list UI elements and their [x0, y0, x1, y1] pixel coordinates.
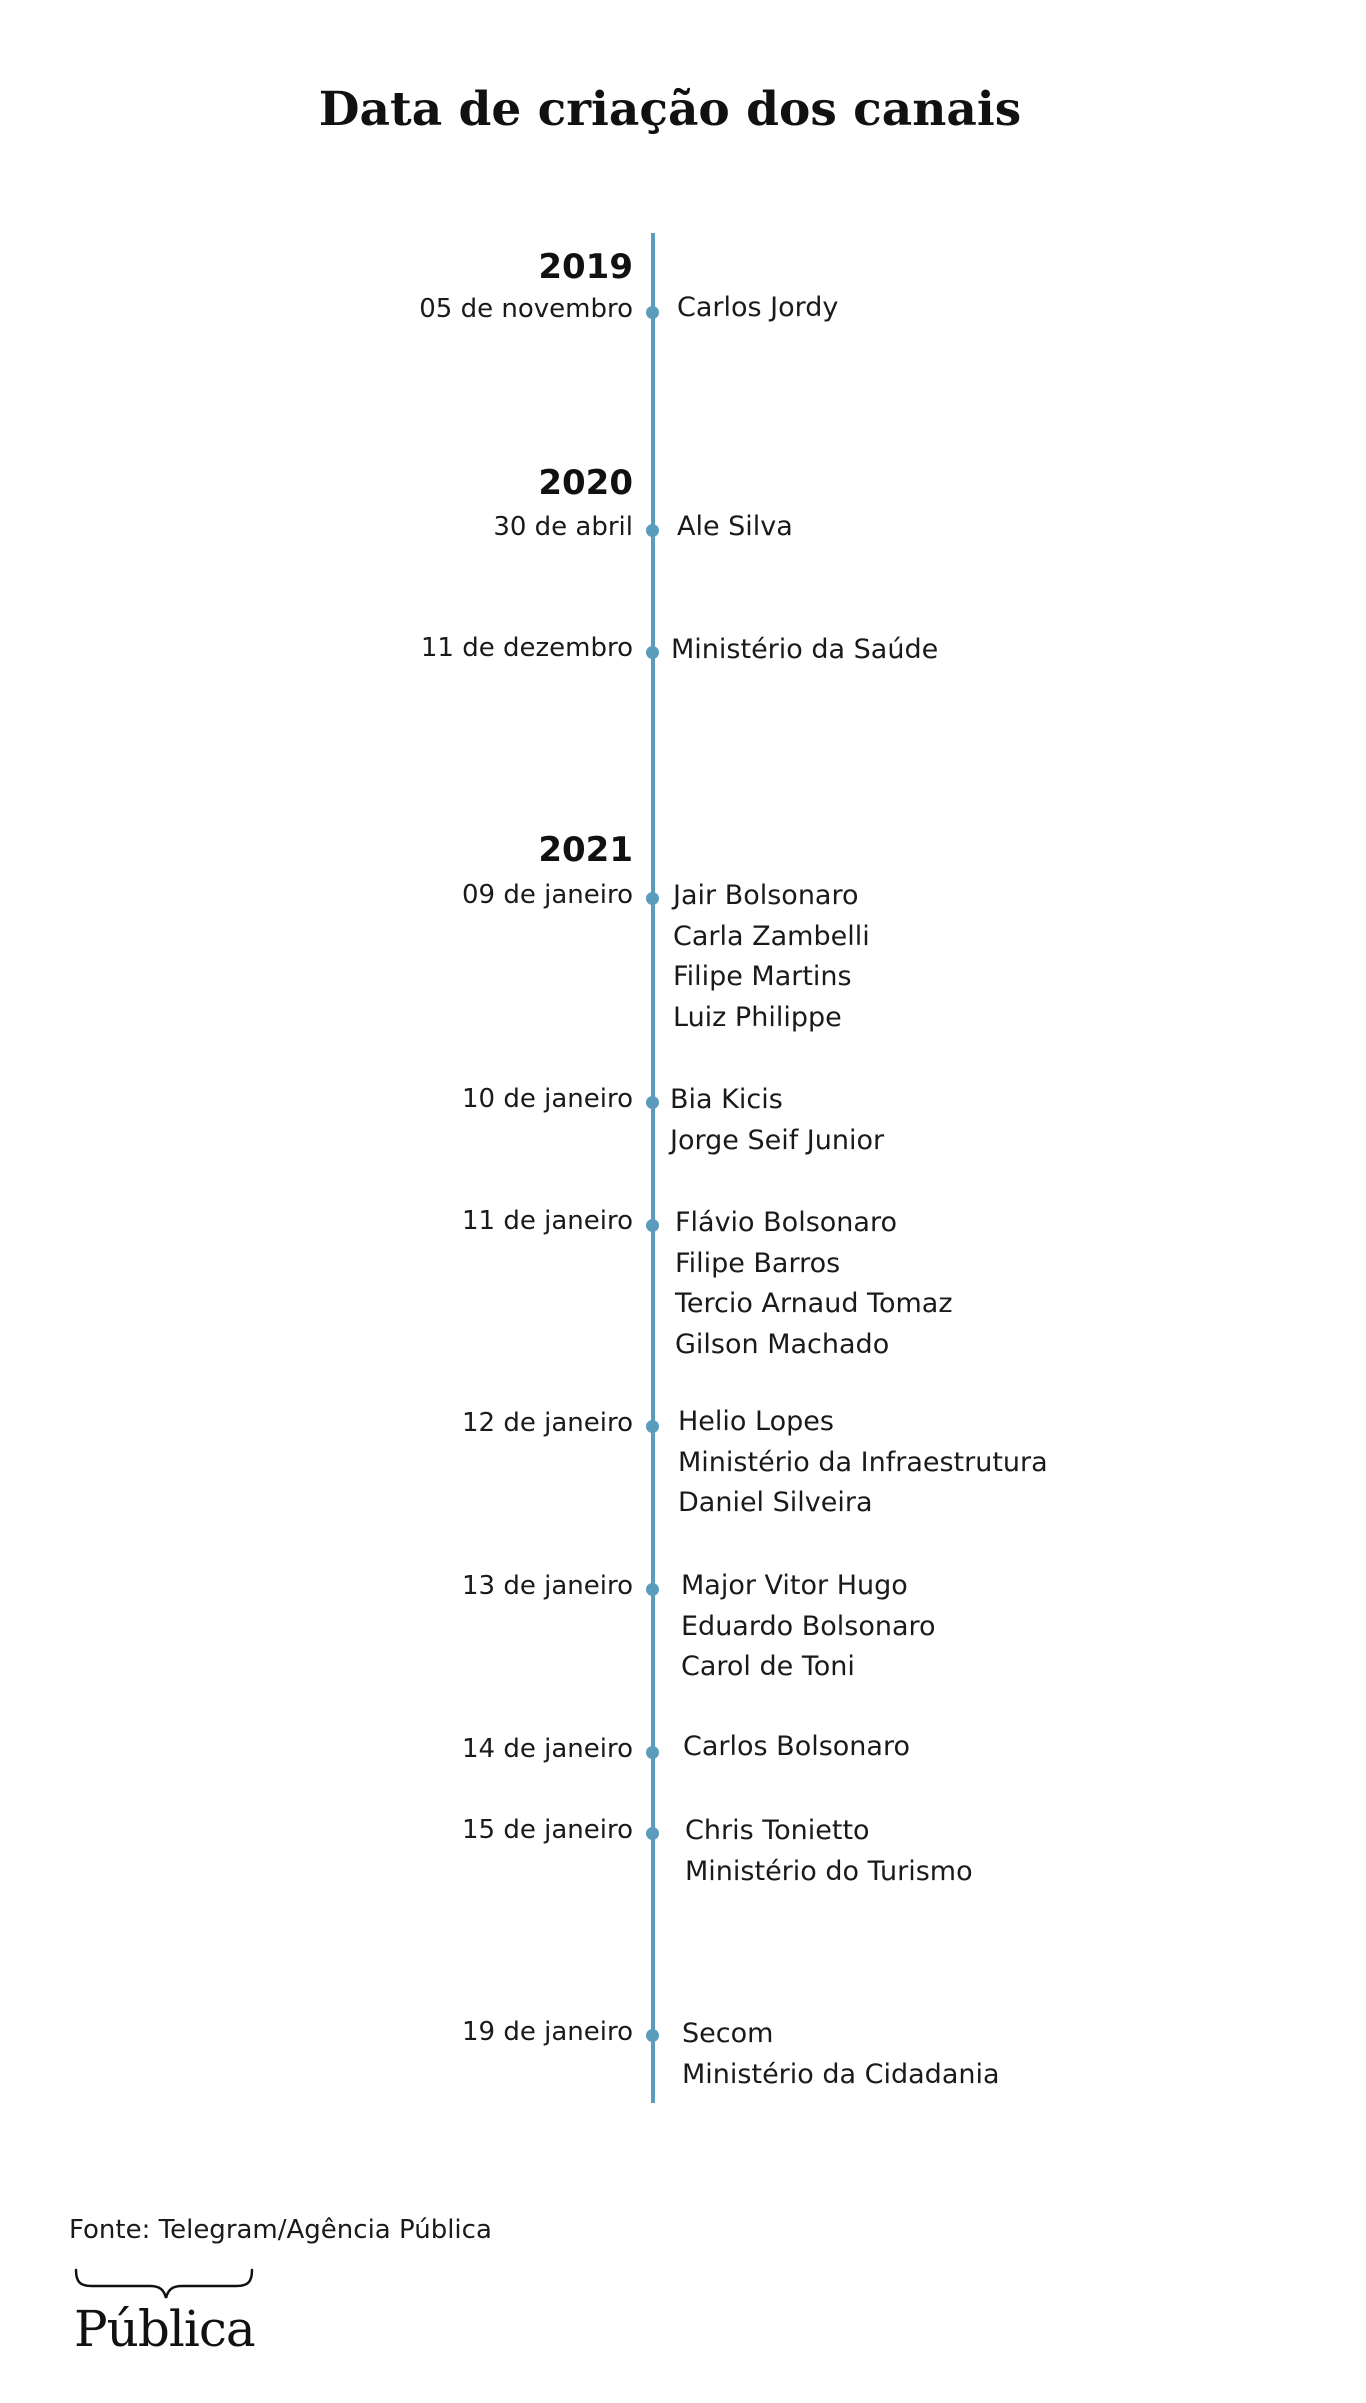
year-label-2021: 2021: [538, 830, 633, 870]
year-label-2019: 2019: [538, 247, 633, 287]
channel-name: Carol de Toni: [681, 1651, 855, 1682]
channel-name: Daniel Silveira: [678, 1487, 873, 1518]
channel-name: Bia Kicis: [670, 1084, 783, 1115]
event-date: 19 de janeiro: [462, 2017, 633, 2047]
publica-logo: [70, 2268, 260, 2378]
logo-wordmark: Pública: [74, 2300, 255, 2358]
channel-name: Carlos Jordy: [677, 292, 839, 323]
timeline-dot: [646, 646, 659, 659]
channel-name: Ministério do Turismo: [685, 1855, 973, 1887]
source-note: Fonte: Telegram/Agência Pública: [69, 2215, 492, 2245]
channel-name: Jorge Seif Junior: [670, 1124, 885, 1156]
channel-name: Chris Tonietto: [685, 1815, 870, 1846]
event-names: [673, 876, 870, 1038]
event-date: 05 de novembro: [419, 294, 633, 324]
event-names: [682, 2014, 1000, 2095]
timeline-dot: [646, 1096, 659, 1109]
channel-name: Ministério da Cidadania: [682, 2058, 1000, 2090]
channel-name: Tercio Arnaud Tomaz: [675, 1288, 953, 1319]
timeline-dot: [646, 1420, 659, 1433]
timeline-dot: [646, 892, 659, 905]
channel-name: Ale Silva: [677, 511, 793, 542]
event-names: [681, 1566, 936, 1688]
event-names: [683, 1727, 910, 1768]
timeline-dot: [646, 1827, 659, 1840]
channel-name: Major Vitor Hugo: [681, 1570, 908, 1601]
timeline-dot: [646, 524, 659, 537]
channel-name: Filipe Martins: [673, 961, 852, 992]
event-names: [670, 1080, 884, 1161]
channel-name: Filipe Barros: [675, 1247, 841, 1279]
channel-name: Carlos Bolsonaro: [683, 1731, 910, 1762]
event-names: [677, 507, 793, 548]
event-names: [685, 1811, 973, 1892]
timeline-dot: [646, 1746, 659, 1759]
channel-name: Ministério da Saúde: [671, 634, 939, 665]
event-date: 11 de janeiro: [462, 1206, 633, 1236]
event-date: 11 de dezembro: [420, 633, 633, 663]
channel-name: Carla Zambelli: [673, 920, 870, 952]
channel-name: Jair Bolsonaro: [673, 880, 859, 911]
channel-name: Gilson Machado: [675, 1328, 890, 1360]
channel-name: Eduardo Bolsonaro: [681, 1610, 936, 1642]
event-names: [677, 288, 838, 329]
event-date: 13 de janeiro: [462, 1571, 633, 1601]
event-date: 10 de janeiro: [462, 1084, 633, 1114]
year-label-2020: 2020: [538, 463, 633, 503]
channel-name: Flávio Bolsonaro: [675, 1207, 897, 1238]
event-names: [678, 1402, 1048, 1524]
event-date: 12 de janeiro: [462, 1408, 633, 1438]
timeline-dot: [646, 1219, 659, 1232]
event-names: [671, 630, 938, 671]
event-date: 15 de janeiro: [462, 1815, 633, 1845]
channel-name: Ministério da Infraestrutura: [678, 1446, 1048, 1478]
channel-name: Luiz Philippe: [673, 1001, 842, 1033]
timeline-axis: [651, 233, 655, 2103]
event-date: 09 de janeiro: [462, 880, 633, 910]
chart-title: Data de criação dos canais: [318, 82, 1022, 137]
event-date: 30 de abril: [493, 512, 633, 542]
channel-name: Secom: [682, 2018, 774, 2049]
channel-name: Helio Lopes: [678, 1406, 834, 1437]
event-date: 14 de janeiro: [462, 1734, 633, 1764]
timeline-dot: [646, 1583, 659, 1596]
timeline-dot: [646, 2029, 659, 2042]
timeline-dot: [646, 306, 659, 319]
event-names: [675, 1203, 953, 1365]
